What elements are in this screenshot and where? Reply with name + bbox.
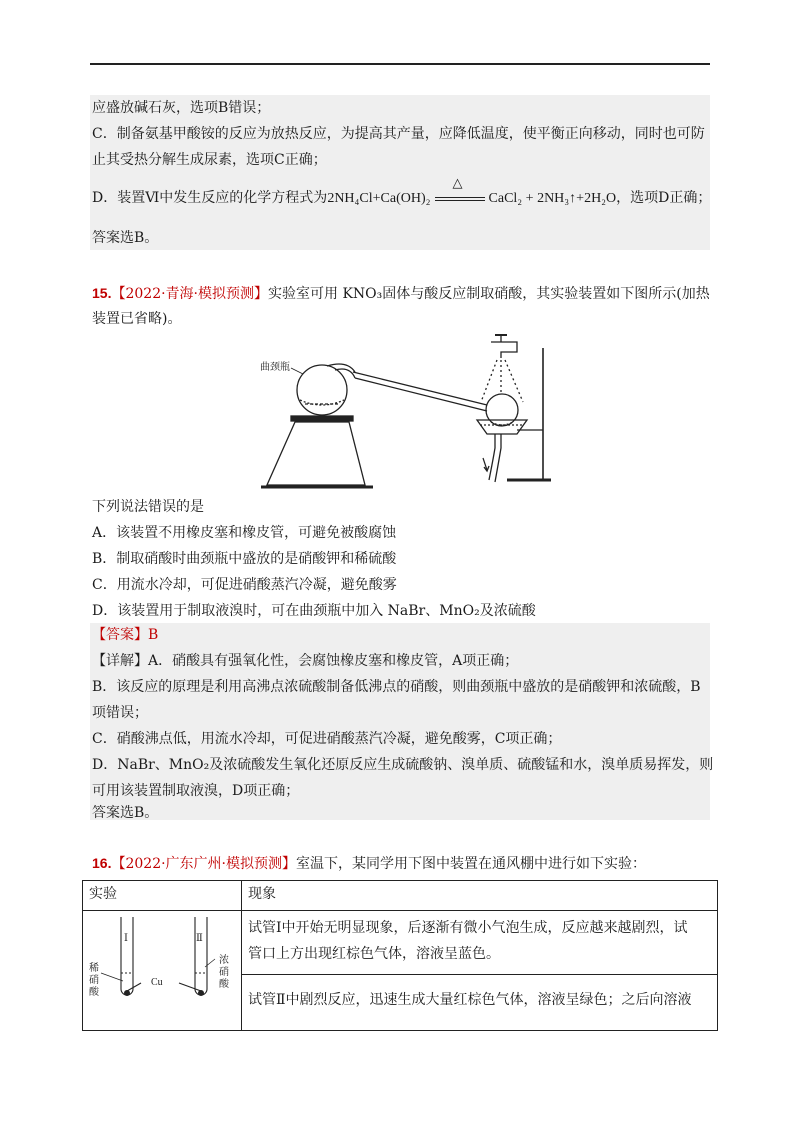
svg-text:硝: 硝: [89, 975, 99, 986]
explain-line: B．该反应的原理是利用高沸点浓硫酸制备低沸点的硝酸，则曲颈瓶中盛放的是硝酸钾和浓硫酸，B: [92, 679, 701, 695]
option-a: A．该装置不用橡皮塞和橡皮管，可避免被酸腐蚀: [92, 525, 397, 541]
answer-line: [92, 625, 158, 645]
experiment-table: [82, 880, 718, 1031]
explain-line: 【详解】A．硝酸具有强氧化性，会腐蚀橡皮塞和橡皮管，A项正确；: [92, 653, 519, 669]
tube-1-label: Ⅰ: [124, 933, 128, 944]
svg-text:稀: 稀: [89, 963, 99, 974]
eq-left: 2NH₄Cl+Ca(OH)₂: [327, 191, 431, 206]
table-header-phenomenon: 现象: [242, 881, 718, 911]
phenomenon-row-1: 试管Ⅰ中开始无明显现象，后逐渐有微小气泡生成，反应越来越剧烈，试 管口上方出现红棕色气体，溶液呈蓝色。: [242, 911, 718, 975]
q15-stem-cont: 装置已省略)。: [92, 311, 182, 327]
svg-text:硝: 硝: [219, 967, 229, 978]
explain-line: 项错误；: [92, 705, 148, 721]
heat-arrow: [431, 176, 489, 208]
test-tube-figure-cell: [83, 911, 242, 1031]
explain-line: 应盛放碱石灰，选项B错误；: [92, 100, 271, 116]
explain-line: 止其受热分解生成尿素，选项C正确；: [92, 152, 327, 168]
distillation-apparatus-figure: [255, 330, 555, 495]
option-c: C．用流水冷却，可促进硝酸蒸汽冷凝，避免酸雾: [92, 577, 397, 593]
q15-stem: 15.【2022·青海·模拟预测】实验室可用 KNO₃固体与酸反应制取硝酸，其实验装置如下图所示(加热: [92, 285, 710, 302]
explain-line: 可用该装置制取液溴，D项正确；: [92, 783, 300, 799]
phenomenon-row-2: 试管Ⅱ中剧烈反应，迅速生成大量红棕色气体，溶液呈绿色；之后向溶液: [242, 975, 718, 1031]
heater-plate: [291, 416, 353, 421]
question-source: 【2022·青海·模拟预测】: [111, 286, 268, 302]
explain-line: 答案选B。: [92, 805, 159, 821]
svg-text:浓: 浓: [219, 955, 229, 966]
test-tube-2: [195, 917, 207, 995]
test-tubes-figure: [83, 911, 241, 1021]
question-source: 【2022·广东广州·模拟预测】: [111, 856, 296, 872]
answer-label: 【答案】: [92, 627, 148, 643]
heater-base: [267, 422, 365, 485]
explain-line: 答案选B。: [92, 230, 159, 246]
eq-prefix: D．装置Ⅵ中发生反应的化学方程式为: [92, 190, 328, 206]
svg-text:酸: 酸: [219, 979, 229, 990]
figure-label: 曲颈瓶: [260, 362, 290, 373]
answer-value: B: [148, 627, 159, 643]
explain-line: C．硝酸沸点低，用流水冷却，可促进硝酸蒸汽冷凝，避免酸雾，C项正确；: [92, 731, 562, 747]
question-number: 16.: [92, 855, 112, 871]
table-header-experiment: 实验: [83, 881, 242, 911]
cu-label: Cu: [151, 977, 163, 988]
question-number: 15.: [92, 285, 112, 301]
tube-2-label: Ⅱ: [196, 933, 203, 944]
header-rule: [90, 63, 710, 65]
explain-line-equation: [92, 176, 712, 209]
explanation-block-top: [90, 95, 710, 250]
option-b: B．制取硝酸时曲颈瓶中盛放的是硝酸钾和稀硫酸: [92, 551, 397, 567]
explain-line: C．制备氨基甲酸铵的反应为放热反应，为提高其产量，应降低温度，使平衡正向移动，同时也可防: [92, 126, 705, 142]
heat-symbol: △: [452, 176, 463, 191]
q16-stem: 16.【2022·广东广州·模拟预测】室温下，某同学用下图中装置在通风棚中进行如下实验：: [92, 855, 646, 872]
eq-suffix: ，选项D正确；: [616, 190, 712, 206]
explain-line: D．NaBr、MnO₂及浓硫酸发生氧化还原反应生成硫酸钠、溴单质、硫酸锰和水，溴单质易挥发，则: [92, 757, 714, 773]
retort-flask: [297, 365, 347, 415]
water-tap: [491, 342, 517, 358]
svg-text:酸: 酸: [89, 987, 99, 998]
receiver-flask: [486, 394, 518, 426]
cooling-dish: [477, 420, 527, 434]
test-tube-1: [121, 917, 133, 995]
option-d: D．该装置用于制取液溴时，可在曲颈瓶中加入 NaBr、MnO₂及浓硫酸: [92, 603, 536, 619]
eq-right: CaCl₂ + 2NH₃↑+2H₂O: [488, 191, 617, 206]
q15-prompt: 下列说法错误的是: [92, 499, 204, 515]
